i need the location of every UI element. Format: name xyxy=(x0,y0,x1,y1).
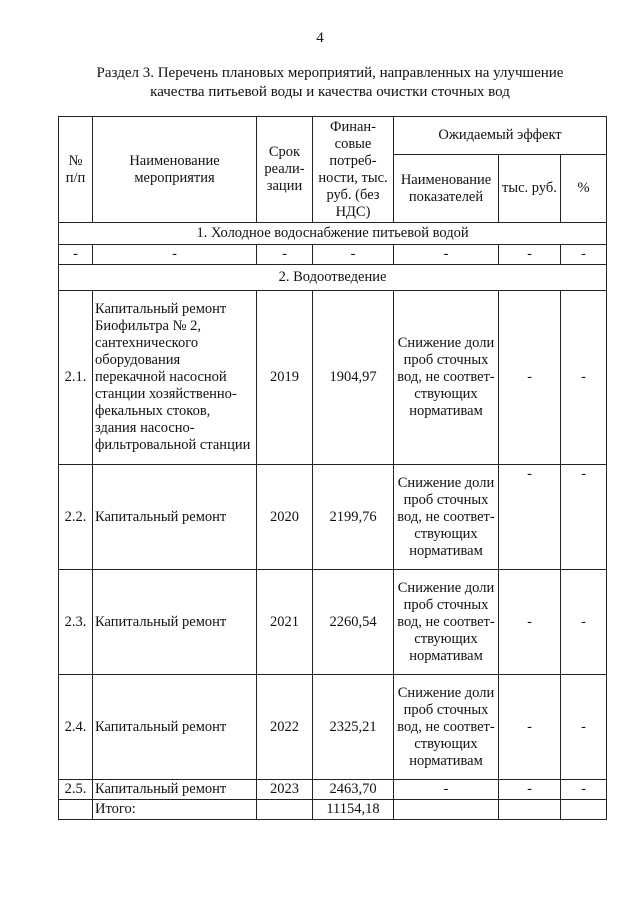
cell: - xyxy=(257,245,313,265)
row-percent: - xyxy=(561,465,607,570)
total-row xyxy=(59,800,607,820)
header-expected-effect: Ожидаемый эффект xyxy=(394,117,607,155)
row-amount: 2463,70 xyxy=(313,780,394,800)
header-name: Наименование мероприятия xyxy=(93,117,257,223)
row-indicator: Снижение доли проб сточных вод, не соответ-ствующих нормативам xyxy=(394,465,499,570)
header-finance: Финан-совые потреб-ности, тыс. руб. (без НДС) xyxy=(313,117,394,223)
row-year: 2021 xyxy=(257,570,313,675)
cell: - xyxy=(59,245,93,265)
table-row xyxy=(59,780,607,800)
page-number: 4 xyxy=(316,30,324,46)
total-label: Итого: xyxy=(93,800,257,820)
header-thousand: тыс. руб. xyxy=(499,155,561,223)
section-title xyxy=(70,64,590,102)
table-row xyxy=(59,465,607,570)
row-amount: 1904,97 xyxy=(313,291,394,465)
section-title-line2: качества питьевой воды и качества очистки сточных вод xyxy=(150,84,510,100)
section1-row xyxy=(59,245,607,265)
cell: - xyxy=(499,245,561,265)
header-term: Срок реали-зации xyxy=(257,117,313,223)
row-thousand: - xyxy=(499,675,561,780)
row-amount: 2199,76 xyxy=(313,465,394,570)
row-thousand: - xyxy=(499,291,561,465)
section1-title: 1. Холодное водоснабжение питьевой водой xyxy=(59,223,607,245)
row-name: Капитальный ремонт Биофильтра № 2, сантехнического оборудования перекачной насосной станции хозяйственно-фекальных стоков, здания насосно-фильтровальной станции xyxy=(93,291,257,465)
row-name: Капитальный ремонт xyxy=(93,675,257,780)
total-amount: 11154,18 xyxy=(313,800,394,820)
row-percent: - xyxy=(561,675,607,780)
empty-cell xyxy=(561,800,607,820)
row-year: 2020 xyxy=(257,465,313,570)
table-row xyxy=(59,291,607,465)
header-num: № п/п xyxy=(59,117,93,223)
table-row xyxy=(59,675,607,780)
row-amount: 2325,21 xyxy=(313,675,394,780)
cell: - xyxy=(394,245,499,265)
empty-cell xyxy=(499,800,561,820)
row-indicator: Снижение доли проб сточных вод, не соответ-ствующих нормативам xyxy=(394,675,499,780)
row-thousand: - xyxy=(499,780,561,800)
table-row xyxy=(59,570,607,675)
cell: - xyxy=(561,245,607,265)
row-num: 2.1. xyxy=(59,291,93,465)
row-indicator: - xyxy=(394,780,499,800)
row-percent: - xyxy=(561,291,607,465)
header-indicator: Наименование показателей xyxy=(394,155,499,223)
row-year: 2023 xyxy=(257,780,313,800)
row-num: 2.4. xyxy=(59,675,93,780)
section-title-line1: Раздел 3. Перечень плановых мероприятий, направленных на улучшение xyxy=(96,65,564,81)
row-thousand: - xyxy=(499,465,561,570)
row-num: 2.5. xyxy=(59,780,93,800)
empty-cell xyxy=(394,800,499,820)
row-num: 2.3. xyxy=(59,570,93,675)
empty-cell xyxy=(257,800,313,820)
cell: - xyxy=(313,245,394,265)
row-year: 2022 xyxy=(257,675,313,780)
header-percent: % xyxy=(561,155,607,223)
row-name: Капитальный ремонт xyxy=(93,465,257,570)
cell: - xyxy=(93,245,257,265)
row-percent: - xyxy=(561,570,607,675)
measures-table xyxy=(58,116,607,820)
row-year: 2019 xyxy=(257,291,313,465)
row-name: Капитальный ремонт xyxy=(93,570,257,675)
section2-title: 2. Водоотведение xyxy=(59,265,607,291)
empty-cell xyxy=(59,800,93,820)
row-indicator: Снижение доли проб сточных вод, не соответ-ствующих нормативам xyxy=(394,570,499,675)
row-name: Капитальный ремонт xyxy=(93,780,257,800)
row-amount: 2260,54 xyxy=(313,570,394,675)
row-thousand: - xyxy=(499,570,561,675)
row-num: 2.2. xyxy=(59,465,93,570)
row-indicator: Снижение доли проб сточных вод, не соответ-ствующих нормативам xyxy=(394,291,499,465)
row-percent: - xyxy=(561,780,607,800)
